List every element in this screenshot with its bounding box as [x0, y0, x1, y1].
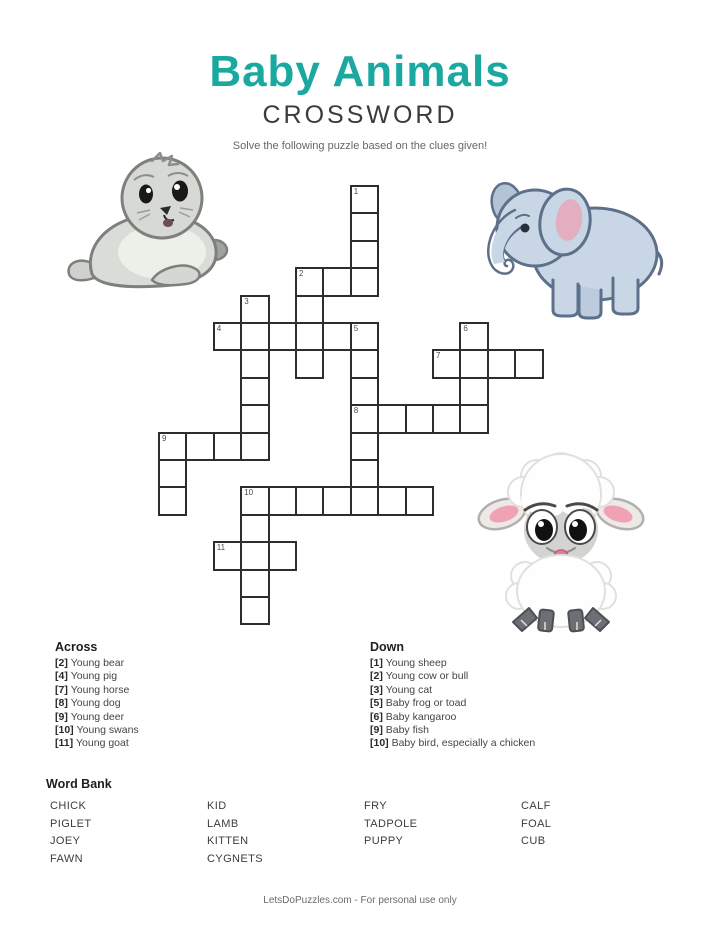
baby-elephant-icon	[483, 170, 665, 322]
grid-cell[interactable]	[322, 486, 351, 515]
across-clue-item	[55, 670, 355, 683]
grid-cell[interactable]	[295, 322, 324, 351]
grid-cell[interactable]	[158, 432, 187, 461]
word-bank-word: CYGNETS	[207, 852, 263, 865]
word-bank-word: CALF	[521, 800, 551, 812]
clue-number: [10]	[370, 737, 392, 750]
grid-cell[interactable]	[350, 432, 379, 461]
clue-number: [2]	[55, 657, 71, 669]
grid-cell[interactable]	[377, 486, 406, 515]
grid-cell[interactable]	[240, 541, 269, 570]
grid-cell[interactable]	[240, 596, 269, 625]
word-bank-word: CHICK	[50, 800, 87, 812]
grid-cell[interactable]	[350, 185, 379, 214]
grid-cell[interactable]	[350, 267, 379, 296]
grid-cell[interactable]	[295, 349, 324, 378]
grid-cell[interactable]	[268, 322, 297, 351]
word-bank-column	[50, 798, 207, 868]
clue-text: Young cat	[385, 683, 433, 696]
grid-cell[interactable]	[459, 322, 488, 351]
word-bank-word: PUPPY	[364, 835, 404, 847]
grid-cell[interactable]	[295, 486, 324, 515]
clue-text: Young dog	[70, 697, 121, 710]
clue-text: Baby fish	[385, 724, 429, 737]
instruction-text: Solve the following puzzle based on the clues given!	[232, 140, 488, 152]
baby-lamb-icon	[477, 448, 645, 634]
word-bank-word: FRY	[364, 800, 388, 812]
word-bank-word: PIGLET	[50, 817, 92, 830]
grid-cell[interactable]	[432, 404, 461, 433]
word-bank-word: CUB	[521, 835, 546, 847]
clue-number: [6]	[370, 710, 386, 723]
grid-cell[interactable]	[240, 377, 269, 406]
clue-text: Young bear	[70, 657, 125, 669]
down-clue-item	[370, 737, 700, 750]
clue-number: [11]	[55, 737, 77, 750]
across-clue-item	[55, 657, 355, 670]
grid-cell[interactable]	[240, 322, 269, 351]
word-bank-word: FAWN	[50, 852, 83, 865]
word-bank-section	[46, 777, 686, 868]
clue-number: [9]	[55, 710, 71, 723]
word-bank-word: LAMB	[207, 817, 239, 830]
clue-number: [1]	[370, 657, 386, 669]
across-clue-item	[55, 711, 355, 724]
clue-number: [10]	[55, 724, 77, 737]
grid-cell[interactable]	[295, 295, 324, 324]
across-header: Across	[55, 640, 98, 654]
grid-cell[interactable]	[350, 377, 379, 406]
grid-cell[interactable]	[459, 404, 488, 433]
grid-cell[interactable]	[268, 541, 297, 570]
cell-number: 4	[216, 324, 222, 333]
down-clue-item	[370, 697, 700, 710]
clue-number: [2]	[370, 670, 386, 683]
grid-cell[interactable]	[350, 486, 379, 515]
baby-seal-icon	[64, 152, 232, 302]
across-clues-section	[55, 640, 355, 751]
grid-cell[interactable]	[350, 404, 379, 433]
word-bank-column	[364, 798, 521, 868]
grid-cell[interactable]	[240, 349, 269, 378]
down-clue-item	[370, 684, 700, 697]
across-clue-item	[55, 697, 355, 710]
grid-cell[interactable]	[158, 459, 187, 488]
word-bank-column	[521, 798, 678, 868]
grid-cell[interactable]	[240, 295, 269, 324]
clue-number: [9]	[370, 724, 386, 737]
clue-number: [5]	[370, 697, 386, 710]
grid-cell[interactable]	[268, 486, 297, 515]
grid-cell[interactable]	[213, 432, 242, 461]
cell-number: 7	[436, 351, 441, 361]
clue-number: [8]	[55, 697, 71, 710]
across-clue-list	[55, 657, 355, 751]
cell-number: 1	[353, 187, 359, 196]
grid-cell[interactable]	[322, 267, 351, 296]
grid-cell[interactable]	[405, 404, 434, 433]
grid-cell[interactable]	[514, 349, 543, 378]
grid-cell[interactable]	[240, 514, 269, 543]
clue-text: Young deer	[70, 710, 125, 723]
clue-text: Young pig	[70, 670, 118, 683]
down-clue-item	[370, 670, 700, 683]
footer-text: LetsDoPuzzles.com - For personal use only	[263, 895, 457, 906]
word-bank-word: JOEY	[50, 835, 81, 847]
grid-cell[interactable]	[350, 240, 379, 269]
grid-cell[interactable]	[350, 349, 379, 378]
across-clue-item	[55, 724, 355, 737]
grid-cell[interactable]	[185, 432, 214, 461]
grid-cell[interactable]	[405, 486, 434, 515]
grid-cell[interactable]	[240, 569, 269, 598]
cell-number: 9	[162, 433, 167, 443]
grid-cell[interactable]	[459, 349, 488, 378]
cell-number: 6	[463, 324, 468, 333]
down-header: Down	[370, 640, 405, 654]
page-title: Baby Animals	[209, 47, 511, 96]
across-clue-item	[55, 737, 355, 750]
grid-cell[interactable]	[487, 349, 516, 378]
clue-text: Baby kangaroo	[385, 710, 457, 723]
cell-number: 10	[244, 488, 254, 498]
word-bank-word: FOAL	[521, 817, 552, 830]
cell-number: 8	[353, 406, 359, 416]
grid-cell[interactable]	[240, 404, 269, 433]
grid-cell[interactable]	[350, 322, 379, 351]
down-clue-item	[370, 724, 700, 737]
cell-number: 5	[353, 324, 359, 333]
clue-number: [7]	[55, 683, 71, 696]
clue-text: Baby frog or toad	[385, 697, 467, 710]
grid-cell[interactable]	[240, 486, 269, 515]
word-bank-word: KITTEN	[207, 835, 249, 847]
clue-number: [4]	[55, 670, 71, 683]
grid-cell[interactable]	[213, 322, 242, 351]
cell-number: 3	[244, 296, 249, 306]
word-bank-word: TADPOLE	[364, 817, 418, 830]
clue-text: Baby bird, especially a chicken	[391, 737, 536, 750]
word-bank-columns	[50, 798, 686, 868]
page-subtitle: CROSSWORD	[262, 101, 458, 129]
down-clue-item	[370, 711, 700, 724]
grid-cell[interactable]	[240, 432, 269, 461]
clue-text: Young swans	[76, 724, 139, 737]
word-bank-header: Word Bank	[46, 777, 112, 791]
grid-cell[interactable]	[432, 349, 461, 378]
cell-number: 2	[299, 269, 304, 279]
grid-cell[interactable]	[459, 377, 488, 406]
cell-number: 11	[216, 543, 226, 553]
word-bank-word: KID	[207, 800, 227, 812]
grid-cell[interactable]	[350, 212, 379, 241]
across-clue-item	[55, 684, 355, 697]
clue-text: Young cow or bull	[385, 670, 469, 683]
grid-cell[interactable]	[377, 404, 406, 433]
down-clue-item	[370, 657, 700, 670]
grid-cell[interactable]	[213, 541, 242, 570]
down-clue-list	[370, 657, 700, 751]
grid-cell[interactable]	[322, 322, 351, 351]
grid-cell[interactable]	[350, 459, 379, 488]
clue-text: Young sheep	[385, 657, 447, 669]
word-bank-column	[207, 798, 364, 868]
down-clues-section	[370, 640, 700, 751]
clue-text: Young goat	[76, 737, 129, 750]
clue-number: [3]	[370, 683, 386, 696]
clue-text: Young horse	[70, 683, 130, 696]
grid-cell[interactable]	[295, 267, 324, 296]
grid-cell[interactable]	[158, 486, 187, 515]
